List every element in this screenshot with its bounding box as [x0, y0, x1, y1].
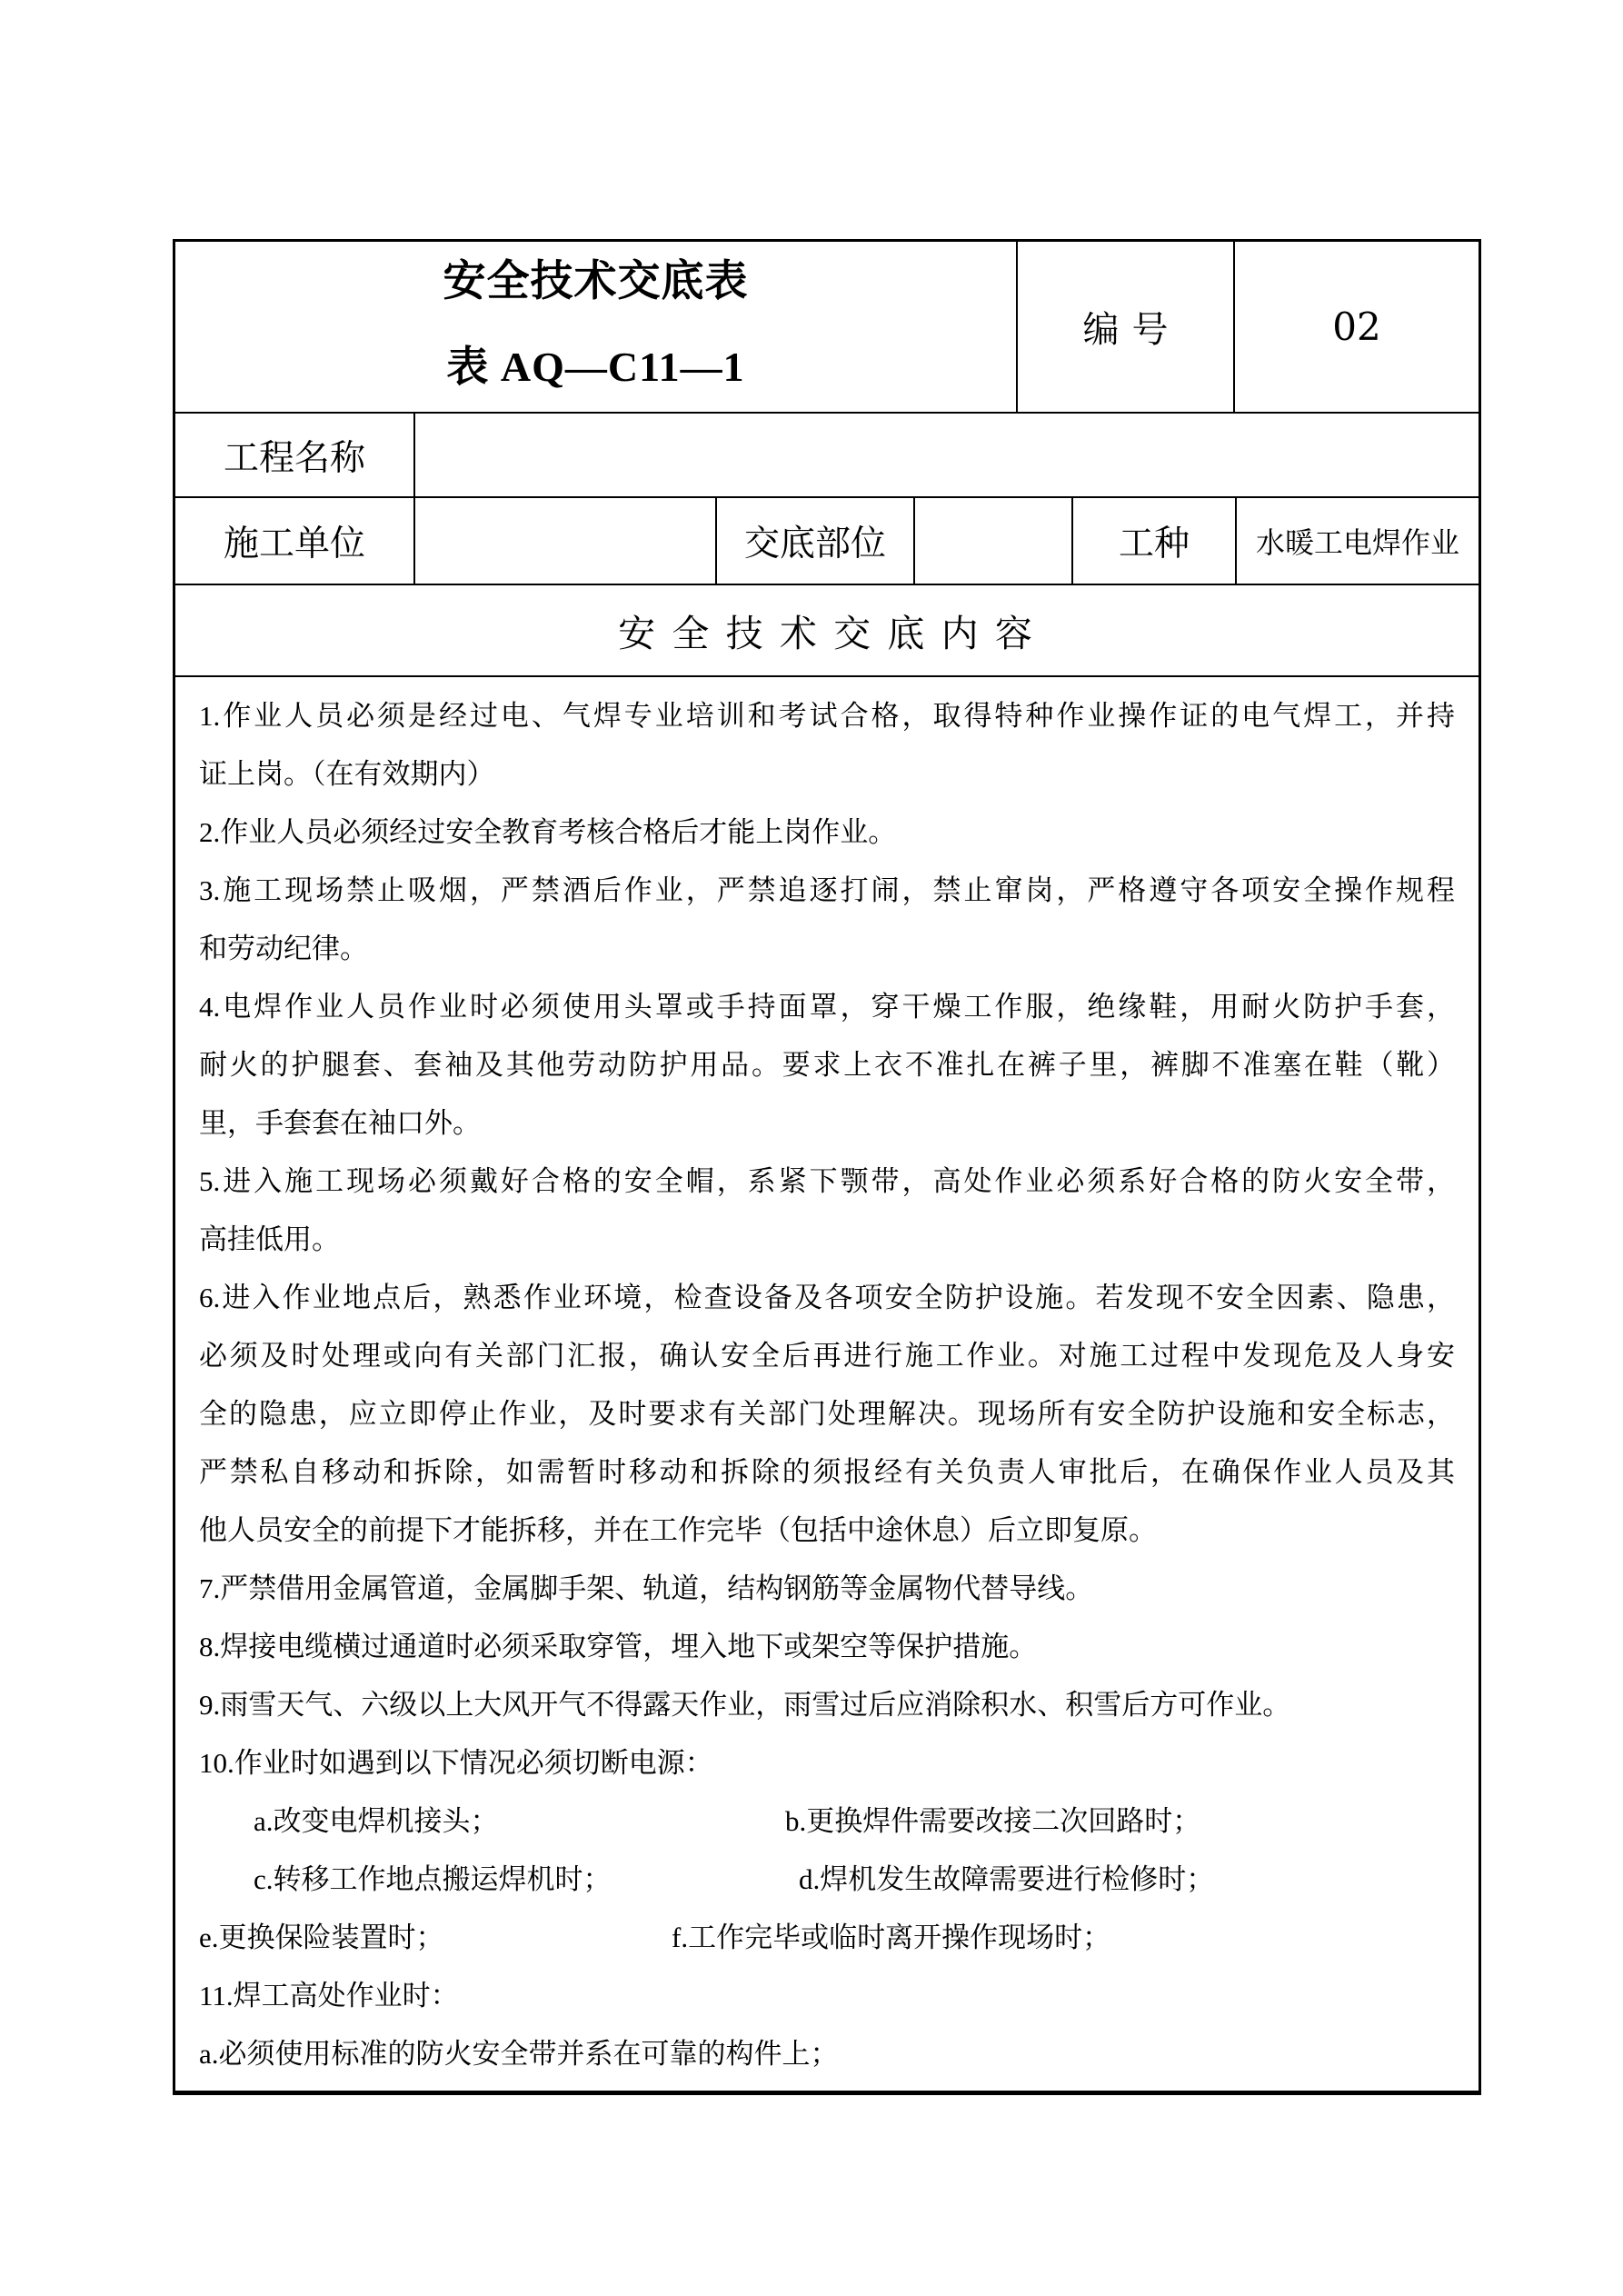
content-line: 6.进入作业地点后，熟悉作业环境，检查设备及各项安全防护设施。若发现不安全因素、隐患， — [199, 1282, 1455, 1313]
section-title: 安 全 技 术 交 底 内 容 — [618, 613, 1036, 654]
content-line: 9.雨雪天气、六级以上大风开气不得露天作业，雨雪过后应消除积水、积雪后方可作业。 — [199, 1689, 1291, 1721]
content-line: 10.作业时如遇到以下情况必须切断电源： — [199, 1747, 713, 1779]
content-line: 和劳动纪律。 — [199, 933, 368, 964]
content-line: 5.进入施工现场必须戴好合格的安全帽，系紧下颚带，高处作业必须系好合格的防火安全带， — [199, 1165, 1455, 1197]
disclosure-part-value — [915, 498, 1073, 584]
content-line: 8.焊接电缆横过通道时必须采取穿管，埋入地下或架空等保护措施。 — [199, 1631, 1038, 1662]
content-line: a.必须使用标准的防火安全带并系在可靠的构件上； — [199, 2038, 839, 2070]
project-name-value — [415, 414, 1479, 496]
number-label: 编号 — [1018, 242, 1235, 412]
construction-unit-row — [175, 498, 1479, 585]
content-row — [175, 677, 1479, 2091]
content-line: 11.焊工高处作业时： — [199, 1980, 459, 2011]
safety-disclosure-table — [173, 239, 1481, 2095]
content-subitem: f.工作完毕或临时离开操作现场时； — [672, 1922, 1111, 1953]
work-type-value: 水暖工电焊作业 — [1255, 526, 1459, 559]
content-subitem: e.更换保险装置时； — [199, 1922, 444, 1953]
content-line: 他人员安全的前提下才能拆移，并在工作完毕（包括中途休息）后立即复原。 — [199, 1514, 1157, 1546]
table-header-row — [175, 242, 1479, 414]
content-body — [175, 677, 1479, 2091]
project-name-row — [175, 414, 1479, 498]
content-line: 证上岗。（在有效期内） — [199, 758, 495, 790]
content-line — [199, 1909, 1455, 1967]
content-subitem: a.改变电焊机接头； — [254, 1805, 499, 1837]
content-line: 耐火的护腿套、套袖及其他劳动防护用品。要求上衣不准扎在裤子里，裤脚不准塞在鞋（靴） — [199, 1049, 1455, 1081]
content-line: 高挂低用。 — [199, 1223, 340, 1255]
content-line: 里，手套套在袖口外。 — [199, 1107, 481, 1139]
work-type-label: 工种 — [1073, 498, 1237, 584]
content-line — [199, 1792, 1509, 1851]
disclosure-part-label: 交底部位 — [717, 498, 915, 584]
construction-unit-value — [415, 498, 717, 584]
content-line — [199, 1851, 1509, 1909]
content-line: 严禁私自移动和拆除，如需暂时移动和拆除的须报经有关负责人审批后，在确保作业人员及其 — [199, 1456, 1455, 1488]
content-line: 4.电焊作业人员作业时必须使用头罩或手持面罩，穿干燥工作服，绝缘鞋，用耐火防护手套， — [199, 991, 1455, 1023]
content-line: 2.作业人员必须经过安全教育考核合格后才能上岗作业。 — [199, 816, 897, 848]
section-header-row — [175, 585, 1479, 677]
construction-unit-label: 施工单位 — [175, 498, 415, 584]
content-subitem: c.转移工作地点搬运焊机时； — [254, 1863, 612, 1895]
content-line: 全的隐患，应立即停止作业，及时要求有关部门处理解决。现场所有安全防护设施和安全标志， — [199, 1398, 1455, 1430]
content-line: 3.施工现场禁止吸烟，严禁酒后作业，严禁追逐打闹，禁止窜岗，严格遵守各项安全操作规程 — [199, 874, 1455, 906]
content-subitem: b.更换焊件需要改接二次回路时； — [785, 1805, 1201, 1837]
content-subitem: d.焊机发生故障需要进行检修时； — [799, 1863, 1215, 1895]
content-line: 7.严禁借用金属管道，金属脚手架、轨道，结构钢筋等金属物代替导线。 — [199, 1572, 1094, 1604]
project-name-label: 工程名称 — [175, 414, 415, 496]
number-value: 02 — [1332, 304, 1381, 349]
form-title: 安全技术交底表 — [443, 257, 749, 305]
content-line: 必须及时处理或向有关部门汇报，确认安全后再进行施工作业。对施工过程中发现危及人身安 — [199, 1340, 1455, 1372]
form-code: 表 AQ—C11—1 — [446, 343, 745, 390]
content-line: 1.作业人员必须是经过电、气焊专业培训和考试合格，取得特种作业操作证的电气焊工，并持 — [199, 700, 1455, 732]
form-title-cell — [175, 242, 1018, 412]
